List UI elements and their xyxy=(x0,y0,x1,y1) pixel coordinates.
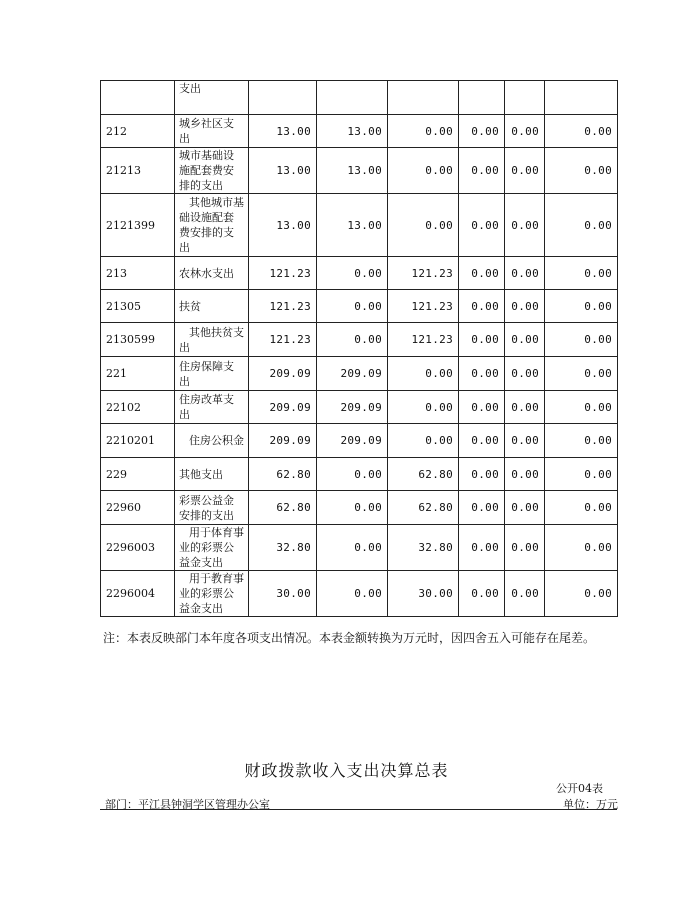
value-cell-5: 0.00 xyxy=(505,323,545,357)
name-cell: 其他支出 xyxy=(175,458,249,491)
basic-cell: 0.00 xyxy=(317,525,388,571)
value-cell-5: 0.00 xyxy=(505,458,545,491)
total-cell: 121.23 xyxy=(249,323,317,357)
project-cell: 0.00 xyxy=(388,357,459,391)
table-number: 公开04表 xyxy=(556,782,603,795)
table-row xyxy=(101,81,618,115)
name-cell: 用于体育事业的彩票公益金支出 xyxy=(175,525,249,571)
total-cell: 32.80 xyxy=(249,525,317,571)
table-row xyxy=(101,491,618,525)
total-cell: 121.23 xyxy=(249,290,317,323)
basic-cell: 13.00 xyxy=(317,115,388,148)
value-cell-6: 0.00 xyxy=(545,391,618,424)
basic-cell: 209.09 xyxy=(317,424,388,458)
name-cell: 扶贫 xyxy=(175,290,249,323)
code-cell: 21305 xyxy=(101,290,175,323)
next-table-title: 财政拨款收入支出决算总表 xyxy=(244,761,449,780)
unit-label: 单位：万元 xyxy=(563,798,618,811)
project-cell: 0.00 xyxy=(388,148,459,194)
total-cell: 13.00 xyxy=(249,194,317,257)
name-cell: 支出 xyxy=(175,81,249,115)
code-cell: 22102 xyxy=(101,391,175,424)
name-cell: 用于教育事业的彩票公益金支出 xyxy=(175,571,249,617)
table-row xyxy=(101,424,618,458)
value-cell-6: 0.00 xyxy=(545,323,618,357)
value-cell-4: 0.00 xyxy=(459,290,505,323)
expenditure-table xyxy=(100,80,618,617)
department-label: 部门：平江县钟洞学区管理办公室 xyxy=(105,798,270,811)
table-row xyxy=(101,458,618,491)
name-cell: 城市基础设施配套费安排的支出 xyxy=(175,148,249,194)
value-cell-6: 0.00 xyxy=(545,525,618,571)
table-row xyxy=(101,357,618,391)
code-cell: 212 xyxy=(101,115,175,148)
total-cell: 121.23 xyxy=(249,257,317,290)
value-cell-4: 0.00 xyxy=(459,148,505,194)
name-cell: 其他城市基础设施配套费安排的支出 xyxy=(175,194,249,257)
table-row xyxy=(101,148,618,194)
code-cell: 21213 xyxy=(101,148,175,194)
value-cell-6: 0.00 xyxy=(545,571,618,617)
project-cell xyxy=(388,81,459,115)
value-cell-6: 0.00 xyxy=(545,257,618,290)
name-cell: 其他扶贫支出 xyxy=(175,323,249,357)
code-cell: 221 xyxy=(101,357,175,391)
table-row xyxy=(101,257,618,290)
value-cell-4: 0.00 xyxy=(459,357,505,391)
table-row xyxy=(101,391,618,424)
project-cell: 62.80 xyxy=(388,491,459,525)
code-cell: 2121399 xyxy=(101,194,175,257)
project-cell: 121.23 xyxy=(388,290,459,323)
name-cell: 住房保障支出 xyxy=(175,357,249,391)
project-cell: 0.00 xyxy=(388,424,459,458)
table-row xyxy=(101,571,618,617)
total-cell xyxy=(249,81,317,115)
value-cell-6: 0.00 xyxy=(545,458,618,491)
total-cell: 13.00 xyxy=(249,115,317,148)
project-cell: 30.00 xyxy=(388,571,459,617)
value-cell-4: 0.00 xyxy=(459,571,505,617)
value-cell-4: 0.00 xyxy=(459,424,505,458)
basic-cell: 0.00 xyxy=(317,458,388,491)
header-rule xyxy=(100,809,617,810)
value-cell-6: 0.00 xyxy=(545,491,618,525)
project-cell: 0.00 xyxy=(388,194,459,257)
basic-cell: 0.00 xyxy=(317,290,388,323)
basic-cell: 209.09 xyxy=(317,391,388,424)
basic-cell xyxy=(317,81,388,115)
code-cell: 229 xyxy=(101,458,175,491)
total-cell: 209.09 xyxy=(249,391,317,424)
value-cell-4: 0.00 xyxy=(459,194,505,257)
value-cell-5: 0.00 xyxy=(505,525,545,571)
value-cell-4: 0.00 xyxy=(459,257,505,290)
project-cell: 32.80 xyxy=(388,525,459,571)
value-cell-5: 0.00 xyxy=(505,424,545,458)
table-note: 注：本表反映部门本年度各项支出情况。本表金额转换为万元时，因四舍五入可能存在尾差。 xyxy=(103,631,596,645)
basic-cell: 13.00 xyxy=(317,148,388,194)
value-cell-5: 0.00 xyxy=(505,194,545,257)
total-cell: 13.00 xyxy=(249,148,317,194)
value-cell-4: 0.00 xyxy=(459,525,505,571)
value-cell-6 xyxy=(545,81,618,115)
value-cell-4: 0.00 xyxy=(459,323,505,357)
value-cell-6: 0.00 xyxy=(545,194,618,257)
value-cell-6: 0.00 xyxy=(545,290,618,323)
code-cell: 22960 xyxy=(101,491,175,525)
value-cell-4 xyxy=(459,81,505,115)
table-row xyxy=(101,115,618,148)
code-cell xyxy=(101,81,175,115)
code-cell: 213 xyxy=(101,257,175,290)
value-cell-6: 0.00 xyxy=(545,115,618,148)
total-cell: 209.09 xyxy=(249,424,317,458)
table-row xyxy=(101,525,618,571)
value-cell-4: 0.00 xyxy=(459,115,505,148)
total-cell: 209.09 xyxy=(249,357,317,391)
name-cell: 城乡社区支出 xyxy=(175,115,249,148)
name-cell: 住房改革支出 xyxy=(175,391,249,424)
basic-cell: 0.00 xyxy=(317,571,388,617)
value-cell-5 xyxy=(505,81,545,115)
project-cell: 121.23 xyxy=(388,257,459,290)
table-row xyxy=(101,290,618,323)
project-cell: 62.80 xyxy=(388,458,459,491)
value-cell-4: 0.00 xyxy=(459,491,505,525)
value-cell-5: 0.00 xyxy=(505,257,545,290)
code-cell: 2130599 xyxy=(101,323,175,357)
total-cell: 62.80 xyxy=(249,458,317,491)
total-cell: 30.00 xyxy=(249,571,317,617)
value-cell-4: 0.00 xyxy=(459,458,505,491)
basic-cell: 0.00 xyxy=(317,491,388,525)
project-cell: 0.00 xyxy=(388,391,459,424)
basic-cell: 209.09 xyxy=(317,357,388,391)
value-cell-6: 0.00 xyxy=(545,148,618,194)
value-cell-5: 0.00 xyxy=(505,571,545,617)
name-cell: 彩票公益金安排的支出 xyxy=(175,491,249,525)
value-cell-5: 0.00 xyxy=(505,290,545,323)
value-cell-6: 0.00 xyxy=(545,357,618,391)
value-cell-5: 0.00 xyxy=(505,391,545,424)
basic-cell: 13.00 xyxy=(317,194,388,257)
basic-cell: 0.00 xyxy=(317,257,388,290)
code-cell: 2210201 xyxy=(101,424,175,458)
project-cell: 121.23 xyxy=(388,323,459,357)
value-cell-5: 0.00 xyxy=(505,357,545,391)
table-row xyxy=(101,194,618,257)
value-cell-6: 0.00 xyxy=(545,424,618,458)
project-cell: 0.00 xyxy=(388,115,459,148)
name-cell: 住房公积金 xyxy=(175,424,249,458)
code-cell: 2296003 xyxy=(101,525,175,571)
basic-cell: 0.00 xyxy=(317,323,388,357)
table-row xyxy=(101,323,618,357)
total-cell: 62.80 xyxy=(249,491,317,525)
value-cell-5: 0.00 xyxy=(505,115,545,148)
value-cell-4: 0.00 xyxy=(459,391,505,424)
value-cell-5: 0.00 xyxy=(505,148,545,194)
name-cell: 农林水支出 xyxy=(175,257,249,290)
value-cell-5: 0.00 xyxy=(505,491,545,525)
code-cell: 2296004 xyxy=(101,571,175,617)
